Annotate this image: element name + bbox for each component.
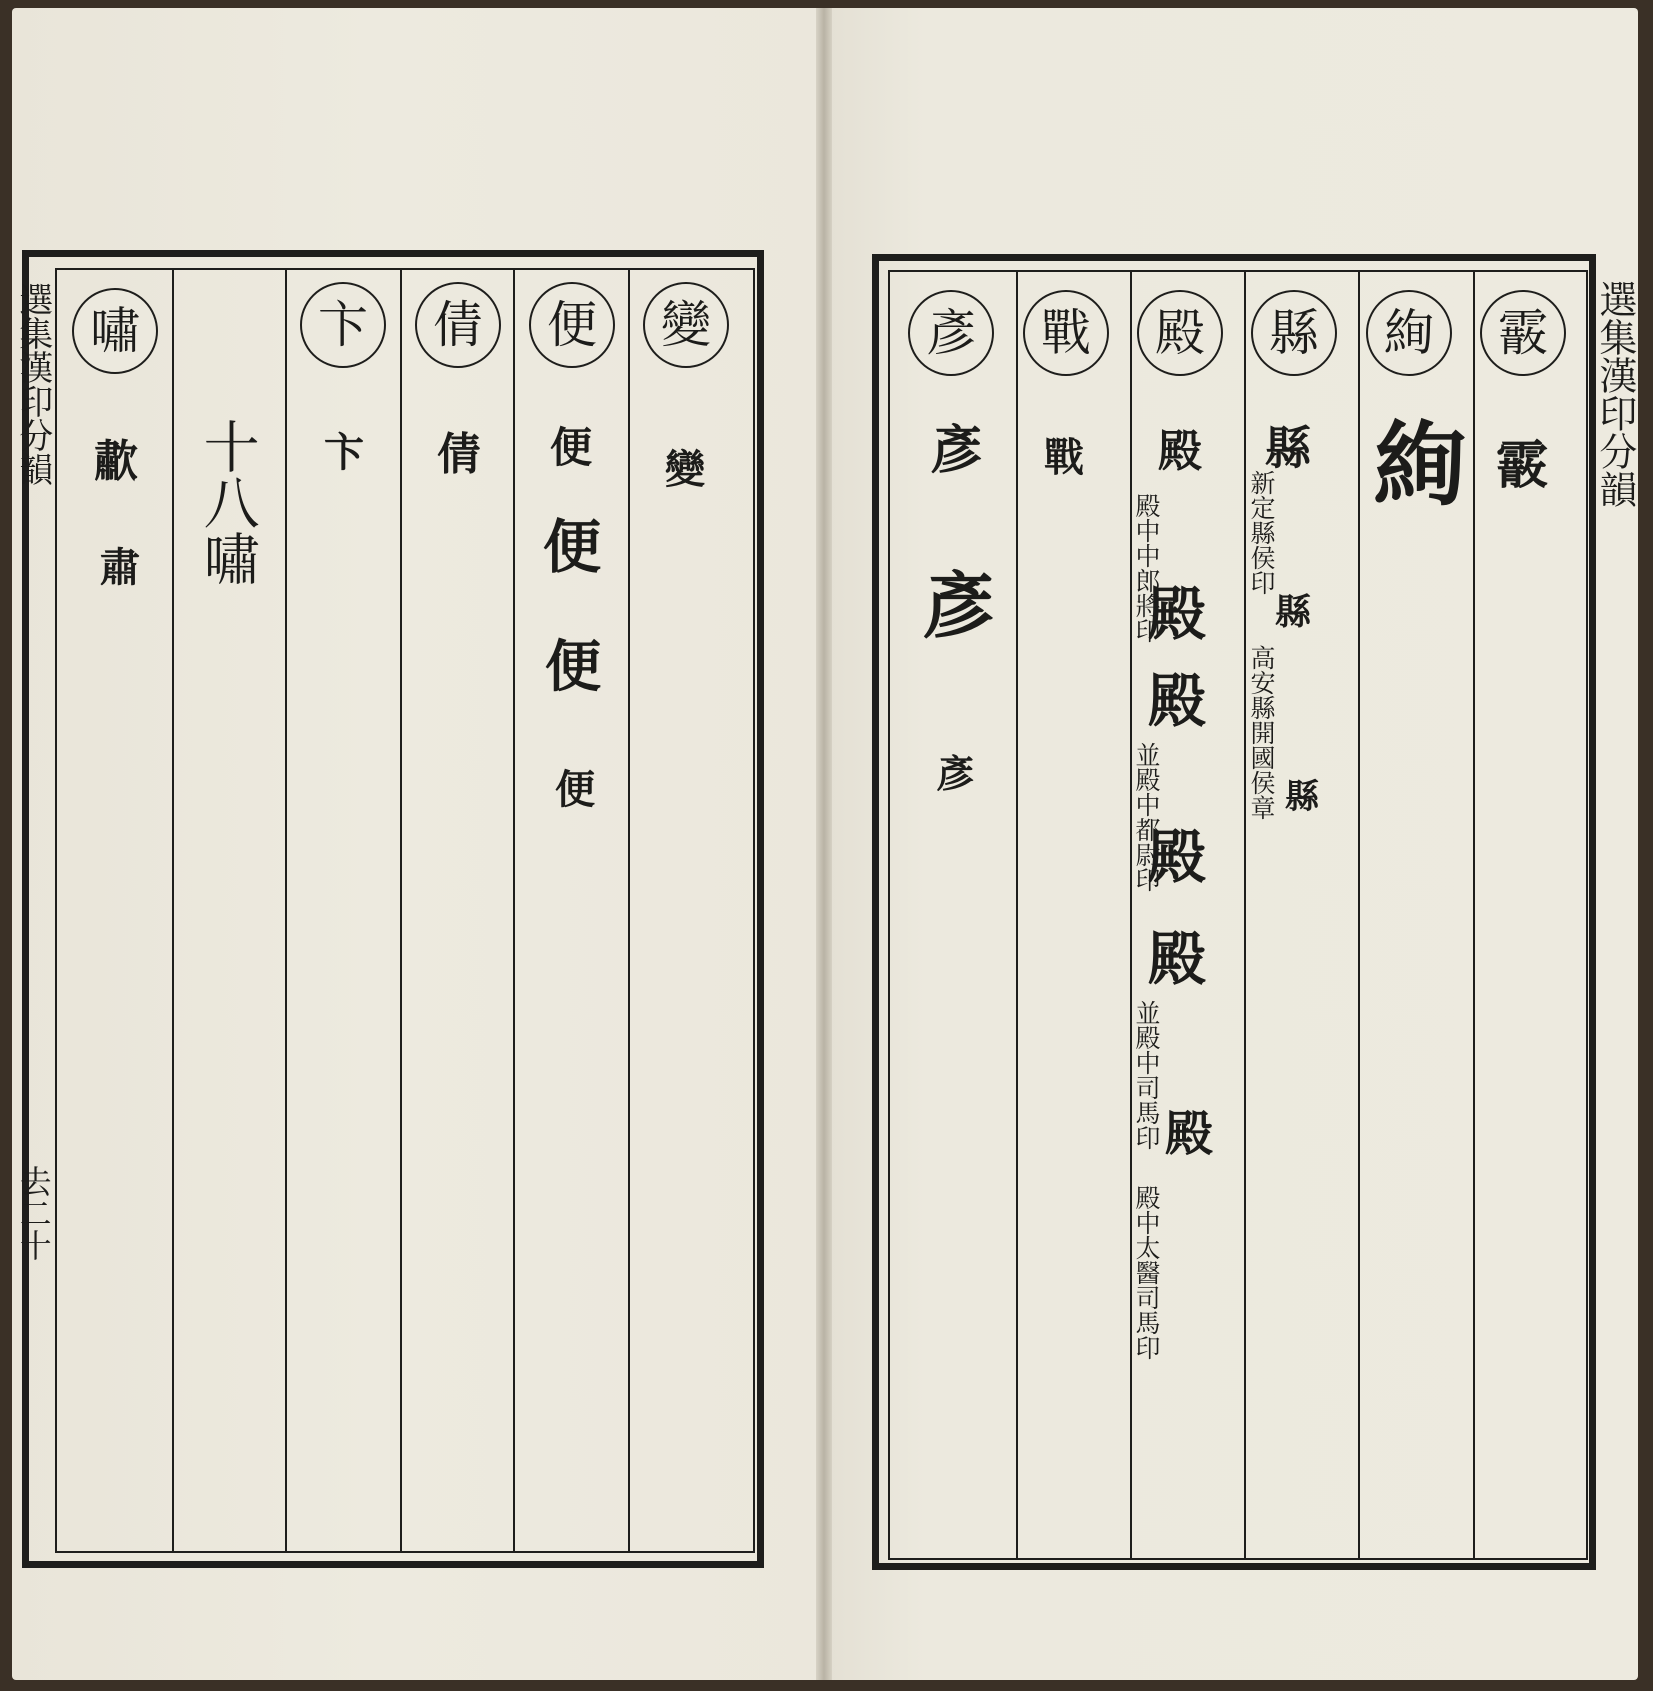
seal-glyph: 殿 [1148,667,1207,735]
left-column-rule [172,268,174,1553]
right-column-rule [1473,270,1475,1560]
right-column-rule [1130,270,1132,1560]
left-column-rule [400,268,402,1553]
heading-circle: 倩 [415,282,501,368]
seal-glyph: 便 [550,423,593,472]
left-page-inner-frame [55,268,755,1553]
heading-circle: 霰 [1480,290,1566,376]
rhyme-heading: 十八嘯 [194,418,260,586]
seal-glyph: 殿 [1148,925,1207,993]
seal-glyph: 彥 [930,421,983,481]
seal-glyph: 殿 [1165,1106,1214,1162]
folio-number: 去二十 [14,1165,53,1261]
seal-glyph: 殿 [1148,823,1207,891]
seal-source-note: 高安縣開國侯章 [1247,645,1276,820]
seal-glyph: 倩 [437,429,481,480]
seal-glyph: 絢 [1374,412,1467,519]
left-column-rule [628,268,630,1553]
heading-circle: 縣 [1251,290,1337,376]
seal-glyph: 卞 [324,430,364,476]
seal-glyph: 彥 [922,564,995,648]
seal-glyph: 戰 [1044,435,1084,481]
heading-circle: 嘯 [72,288,158,374]
seal-glyph: 彥 [936,752,975,796]
heading-circle: 便 [529,282,615,368]
seal-source-note: 新定縣侯印 [1247,470,1276,595]
right-column-rule [1358,270,1360,1560]
seal-glyph: 便 [543,513,602,581]
heading-circle: 變 [643,282,729,368]
seal-glyph: 變 [665,447,705,493]
left-margin-title: 選集漢印分韻 [12,282,53,486]
right-margin-title: 選集漢印分韻 [1592,280,1637,508]
seal-glyph: 肅 [100,545,140,591]
heading-circle: 殿 [1137,290,1223,376]
right-column-rule [1016,270,1018,1560]
seal-glyph: 歗 [94,436,138,487]
seal-glyph: 便 [545,635,601,700]
seal-glyph: 縣 [1275,592,1312,633]
seal-source-note: 並殿中都尉印 [1132,742,1161,892]
seal-glyph: 霰 [1496,436,1549,496]
seal-glyph: 便 [555,767,595,813]
left-column-rule [285,268,287,1553]
seal-glyph: 縣 [1265,421,1311,475]
book-gutter [816,8,832,1680]
heading-circle: 彥 [908,290,994,376]
seal-glyph: 縣 [1285,777,1319,817]
right-page-inner-frame [888,270,1588,1560]
seal-glyph: 殿 [1148,580,1207,648]
right-column-rule [1244,270,1246,1560]
seal-source-note: 並殿中司馬印 [1132,1000,1161,1150]
left-column-rule [513,268,515,1553]
seal-source-note: 殿中中郎將印 [1132,493,1161,643]
heading-circle: 絢 [1366,290,1452,376]
seal-glyph: 殿 [1158,426,1202,477]
heading-circle: 卞 [300,282,386,368]
heading-circle: 戰 [1023,290,1109,376]
seal-source-note: 殿中太醫司馬印 [1132,1185,1161,1360]
